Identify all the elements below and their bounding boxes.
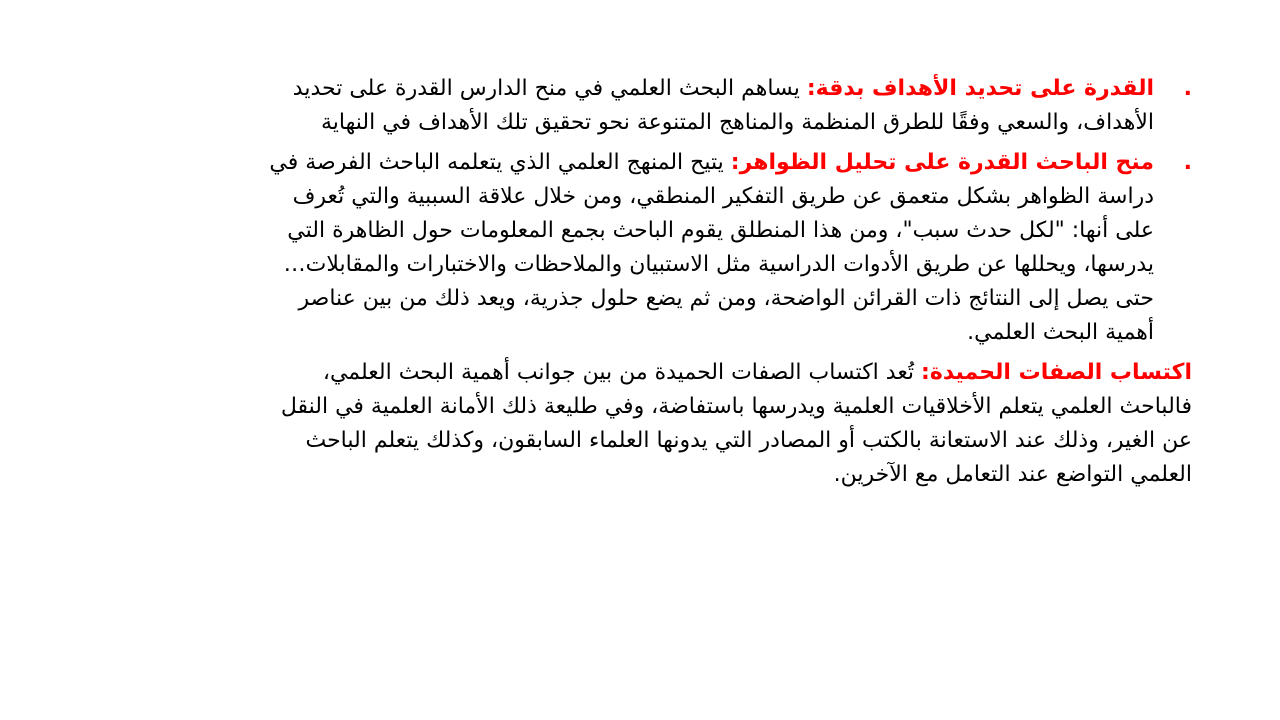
paragraph-good-qualities (262, 356, 1192, 492)
bullet-item-phenomena (262, 146, 1192, 350)
slide-content (262, 72, 1192, 492)
bullet-body: يتيح المنهج العلمي الذي يتعلمه الباحث الفرصة في دراسة الظواهر بشكل متعمق عن طريق التفكير المنطقي، ومن خلال علاقة السببية والتي تُعرف على أنها: "لكل حدث سبب"، ومن هذا المنطلق يقوم الباحث بجمع المعلومات حول الظاهرة التي يدرسها، ويحللها عن طريق الأدوات الدراسية مثل الاستبيان والملاحظات والاختبارات والمقابلات… حتى يصل إلى النتائج ذات القرائن الواضحة، ومن ثم يضع حلول جذرية، ويعد ذلك من بين عناصر أهمية البحث العلمي. (269, 150, 1154, 345)
bullet-marker: . (1183, 76, 1192, 101)
bullet-item-goals (262, 72, 1192, 140)
paragraph-body: تُعد اكتساب الصفات الحميدة من بين جوانب أهمية البحث العلمي، فالباحث العلمي يتعلم الأخلاقيات العلمية ويدرسها باستفاضة، وفي طليعة ذلك الأمانة العلمية في النقل عن الغير، وذلك عند الاستعانة بالكتب أو المصادر التي يدونها العلماء السابقون، وكذلك يتعلم الباحث العلمي التواضع عند التعامل مع الآخرين. (280, 360, 1192, 487)
bullet-heading: القدرة على تحديد الأهداف بدقة: (806, 76, 1154, 101)
paragraph-heading: اكتساب الصفات الحميدة: (921, 360, 1192, 385)
bullet-body: يساهم البحث العلمي في منح الدارس القدرة على تحديد الأهداف، والسعي وفقًا للطرق المنظمة والمناهج المتنوعة نحو تحقيق تلك الأهداف في النهاية (292, 76, 1154, 135)
bullet-marker: . (1183, 150, 1192, 175)
bullet-heading: منح الباحث القدرة على تحليل الظواهر: (730, 150, 1154, 175)
